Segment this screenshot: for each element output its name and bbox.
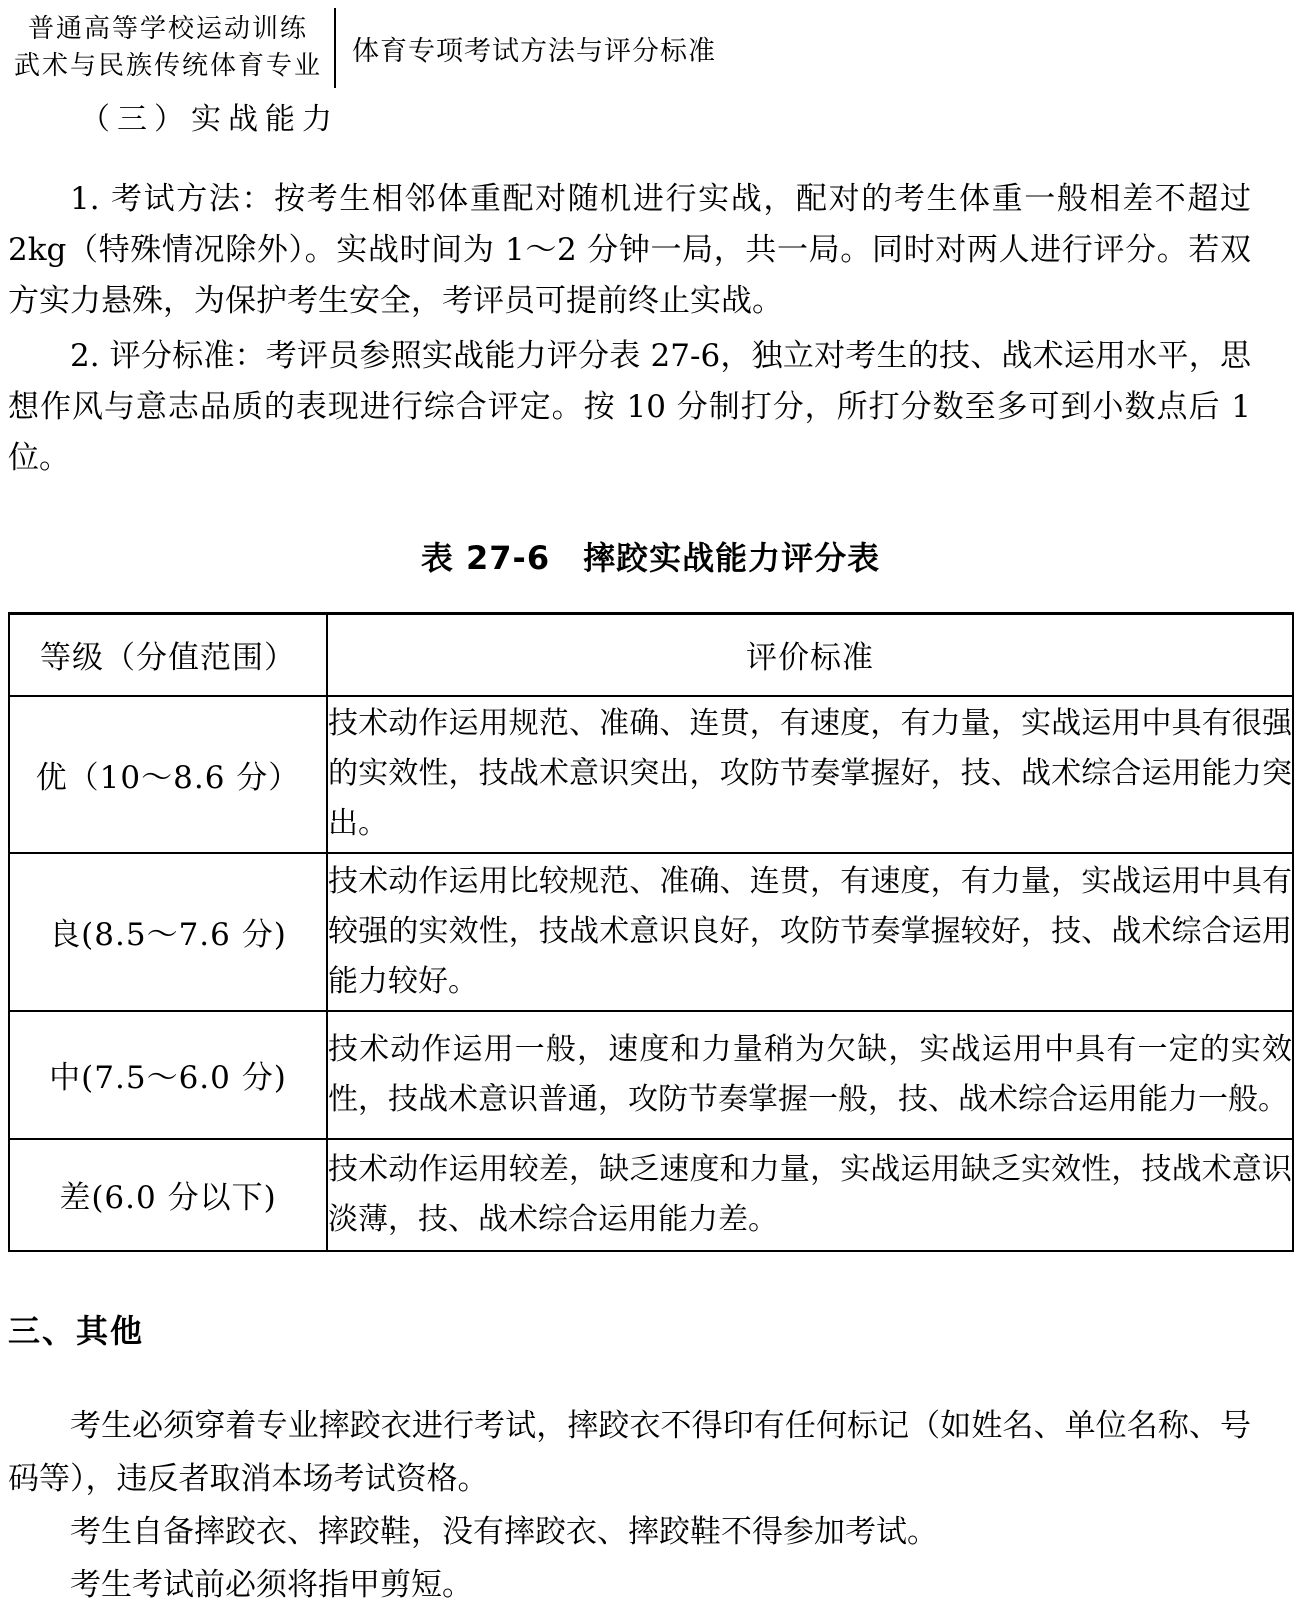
table-row-medium — [9, 1011, 1293, 1139]
column-header-criteria: 评价标准 — [327, 614, 1293, 696]
subsection-heading: （三）实战能力 — [80, 102, 339, 137]
header-title: 体育专项考试方法与评分标准 — [352, 35, 717, 67]
paragraph-scoring-standard: 2. 评分标准：考评员参照实战能力评分表 27-6，独立对考生的技、战术运用水平，思想作风与意志品质的表现进行综合评定。按 10 分制打分，所打分数至多可到小数点后 1 位。 — [8, 338, 1251, 476]
paragraph-uniform-rule: 考生必须穿着专业摔跤衣进行考试，摔跤衣不得印有任何标记（如姓名、单位名称、号码等），违反者取消本场考试资格。 — [8, 1407, 1251, 1497]
column-header-grade: 等级（分值范围） — [9, 614, 327, 696]
criteria-cell: 技术动作运用一般，速度和力量稍为欠缺，实战运用中具有一定的实效性，技战术意识普通，攻防节奏掌握一般，技、战术综合运用能力一般。 — [327, 1011, 1293, 1139]
header-divider — [334, 8, 336, 88]
criteria-cell: 技术动作运用较差，缺乏速度和力量，实战运用缺乏实效性，技战术意识淡薄，技、战术综合运用能力差。 — [327, 1139, 1293, 1251]
header-series-block — [14, 11, 322, 85]
paragraph-exam-method: 1. 考试方法：按考生相邻体重配对随机进行实战，配对的考生体重一般相差不超过 2kg（特殊情况除外）。实战时间为 1～2 分钟一局，共一局。同时对两人进行评分。若双方实力悬殊，为保护考生安全，考评员可提前终止实战。 — [8, 181, 1251, 319]
other-section — [0, 1400, 1301, 1612]
table-row-excellent — [9, 696, 1293, 853]
header-series-line2: 武术与民族传统体育专业 — [14, 51, 323, 81]
paragraph-nails-rule: 考生考试前必须将指甲剪短。 — [70, 1566, 473, 1603]
scoring-table — [8, 612, 1294, 1252]
table-title: 表 27-6 摔跤实战能力评分表 — [420, 539, 881, 577]
grade-cell: 优（10～8.6 分） — [9, 696, 327, 853]
criteria-cell: 技术动作运用规范、准确、连贯，有速度，有力量，实战运用中具有很强的实效性，技战术意识突出，攻防节奏掌握好，技、战术综合运用能力突出。 — [327, 696, 1293, 853]
table-row-poor — [9, 1139, 1293, 1251]
table-header-row — [9, 614, 1293, 696]
section-heading-other: 三、其他 — [8, 1311, 145, 1350]
criteria-cell: 技术动作运用比较规范、准确、连贯，有速度，有力量，实战运用中具有较强的实效性，技战术意识良好，攻防节奏掌握较好，技、战术综合运用能力较好。 — [327, 853, 1293, 1011]
grade-cell: 中(7.5～6.0 分) — [9, 1011, 327, 1139]
header-series-line1: 普通高等学校运动训练 — [28, 14, 309, 44]
paragraph-equipment-rule: 考生自备摔跤衣、摔跤鞋，没有摔跤衣、摔跤鞋不得参加考试。 — [70, 1513, 938, 1550]
grade-cell: 差(6.0 分以下) — [9, 1139, 327, 1251]
table-row-good — [9, 853, 1293, 1011]
grade-cell: 良(8.5～7.6 分) — [9, 853, 327, 1011]
page-header — [0, 0, 1301, 88]
